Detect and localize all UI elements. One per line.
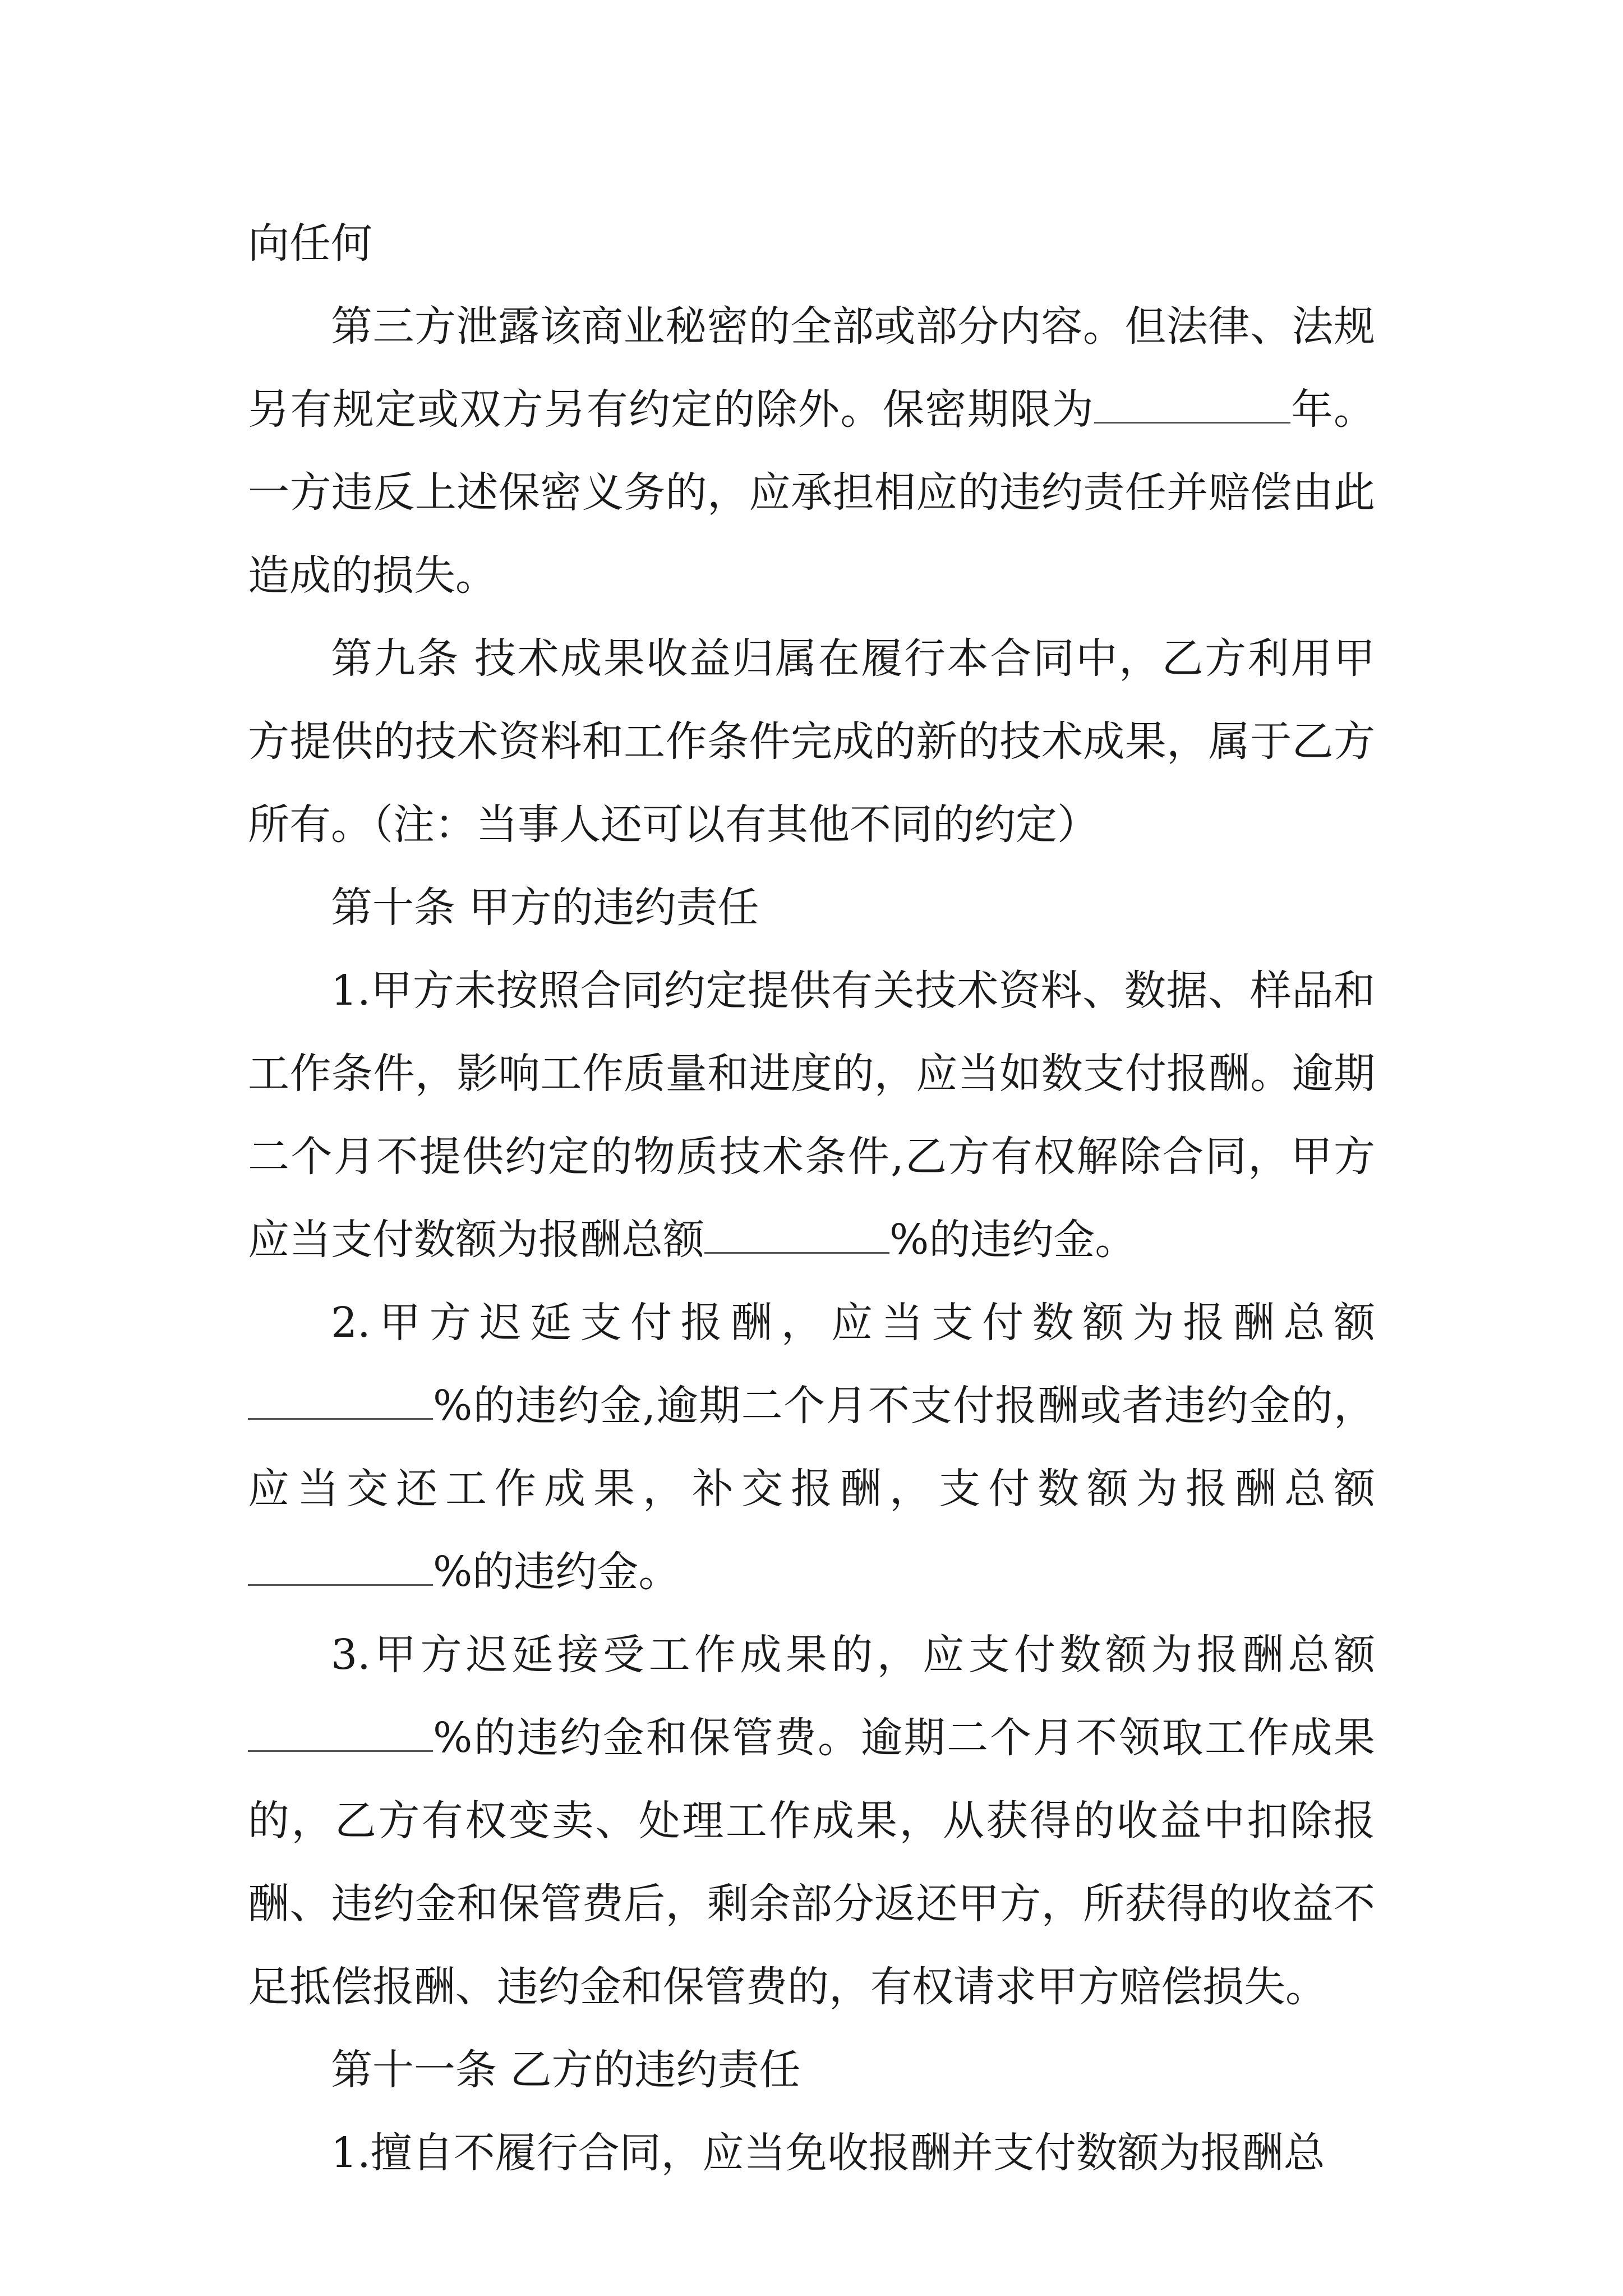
paragraph-article-10-item-2 (248, 1281, 1375, 1613)
paragraph-text: 第三方泄露该商业秘密的全部或部分内容。但法律、法规另有规定或双方另有约定的除外。保密期限为 (248, 302, 1375, 434)
fill-in-blank-percent[interactable] (248, 1381, 433, 1420)
paragraph-text: 3.甲方迟延接受工作成果的，应支付数额为报酬总额 (331, 1631, 1375, 1679)
paragraph-text: 向任何 (248, 219, 372, 268)
fill-in-blank-percent[interactable] (704, 1214, 889, 1254)
paragraph-text: %的违约金,逾期二个月不支付报酬或者违约金的，应当交还工作成果，补交报酬，支付数额为报酬总额 (248, 1382, 1375, 1513)
paragraph-text: %的违约金和保管费。逾期二个月不领取工作成果的，乙方有权变卖、处理工作成果，从获得的收益中扣除报酬、违约金和保管费后，剩余部分返还甲方，所获得的收益不足抵偿报酬、违约金和保管费的，有权请求甲方赔偿损失。 (248, 1714, 1375, 2011)
fill-in-blank-years[interactable] (1094, 384, 1290, 424)
heading-article-10 (248, 866, 1375, 949)
paragraph-article-9 (248, 617, 1375, 866)
paragraph-article-10-item-3 (248, 1613, 1375, 2028)
paragraph-confidentiality (248, 285, 1375, 617)
paragraph-article-11-item-1 (248, 2111, 1375, 2194)
contract-body (248, 202, 1375, 2194)
paragraph-text: %的违约金。 (889, 1216, 1137, 1264)
paragraph-text: 1.甲方未按照合同约定提供有关技术资料、数据、样品和工作条件，影响工作质量和进度的，应当如数支付报酬。逾期二个月不提供约定的物质技术条件,乙方有权解除合同，甲方应当支付数额为报酬总额 (248, 967, 1375, 1264)
heading-text: 第十条 甲方的违约责任 (331, 884, 759, 932)
paragraph-article-10-item-1 (248, 949, 1375, 1281)
paragraph-text: 2.甲方迟延支付报酬，应当支付数额为报酬总额 (331, 1299, 1375, 1347)
heading-article-11 (248, 2028, 1375, 2111)
paragraph-text: 1.擅自不履行合同，应当免收报酬并支付数额为报酬总 (331, 2129, 1325, 2177)
paragraph-text: 第九条 技术成果收益归属在履行本合同中，乙方利用甲方提供的技术资料和工作条件完成的新的技术成果，属于乙方所有。（注：当事人还可以有其他不同的约定） (248, 634, 1375, 849)
fill-in-blank-percent[interactable] (248, 1547, 433, 1586)
heading-text: 第十一条 乙方的违约责任 (331, 2046, 801, 2094)
paragraph-text: %的违约金。 (433, 1548, 680, 1596)
paragraph-text: 年。一方违反上述保密义务的，应承担相应的违约责任并赔偿由此造成的损失。 (248, 385, 1376, 600)
paragraph-continuation (248, 202, 1375, 285)
fill-in-blank-percent[interactable] (248, 1713, 433, 1752)
